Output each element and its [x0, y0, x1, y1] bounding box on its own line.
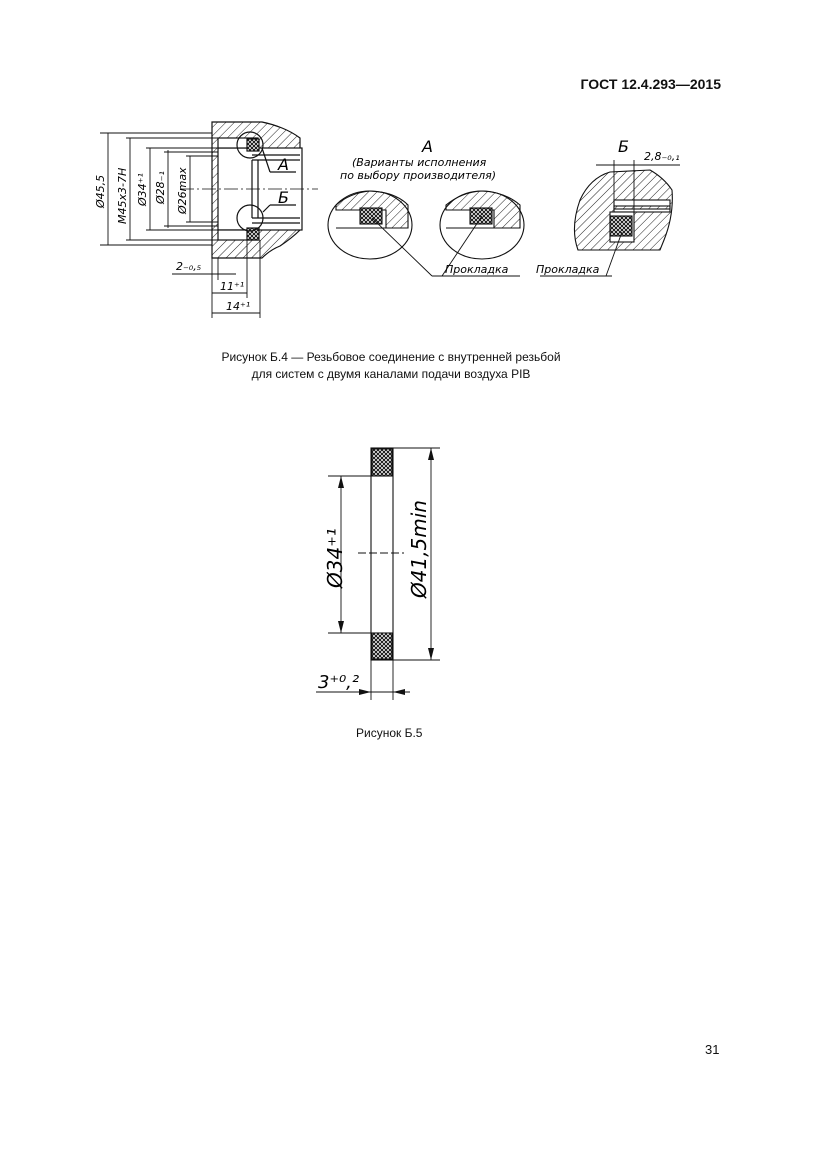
detail-b-callout: Б — [278, 188, 289, 207]
figure-b5-caption: Рисунок Б.5 — [356, 726, 423, 740]
gasket-label-a: Прокладка — [445, 263, 509, 276]
gasket-drawing — [358, 448, 404, 660]
detail-b-title: Б — [618, 137, 629, 156]
dim-thread: M45x3-7H — [116, 167, 129, 224]
dim-d28: Ø28₋₁ — [154, 171, 167, 204]
document-code: ГОСТ 12.4.293—2015 — [580, 76, 721, 92]
detail-a-callout: А — [278, 155, 289, 174]
dim-d45: Ø45,5 — [94, 174, 107, 208]
gasket-dim-d415: Ø41,5min — [407, 500, 431, 598]
figure-b4-caption — [0, 349, 782, 383]
gasket-dim-thickness: 3⁺⁰,² — [318, 672, 360, 693]
detail-a-title: А — [422, 137, 433, 156]
page-number: 31 — [705, 1042, 720, 1057]
detail-a-variant2 — [440, 191, 524, 259]
dim-d34: Ø34⁺¹ — [136, 173, 149, 206]
gasket-label-b: Прокладка — [536, 263, 600, 276]
detail-a-variant1 — [328, 191, 412, 259]
variants-note-line1: (Варианты исполнения — [352, 156, 487, 169]
dim-2: 2₋₀,₅ — [176, 260, 202, 273]
dim-d26: Ø26max — [176, 167, 189, 214]
variants-note-line2: по выбору производителя) — [340, 169, 497, 182]
dim-14: 14⁺¹ — [226, 300, 251, 313]
dim-2-8: 2,8₋₀,₁ — [644, 150, 680, 163]
gasket-dim-d34: Ø34⁺¹ — [323, 528, 347, 588]
figure-b4-caption-line1: Рисунок Б.4 — Резьбовое соединение с внутренней резьбой — [221, 350, 561, 364]
dim-11: 11⁺¹ — [220, 280, 245, 293]
detail-b-view — [574, 170, 672, 250]
fitting-section-view — [180, 122, 318, 258]
figure-b4-caption-line2: для систем с двумя каналами подачи воздуха PIB — [251, 367, 531, 381]
